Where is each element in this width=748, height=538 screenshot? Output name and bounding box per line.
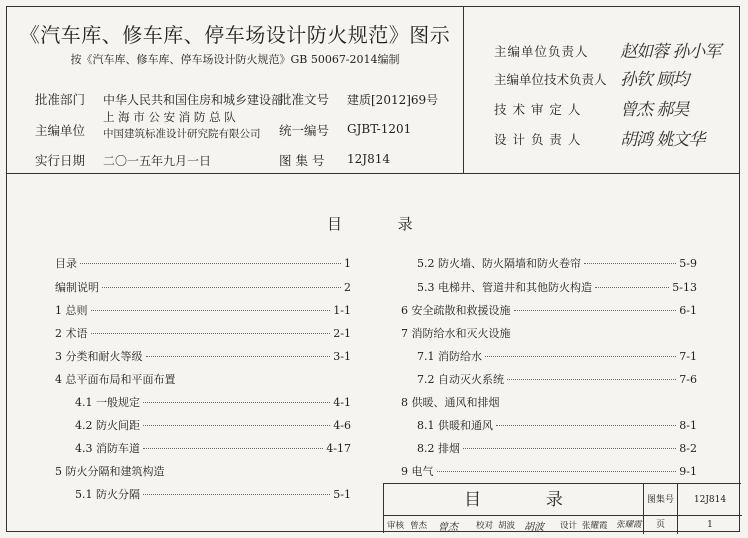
toc-leader-dots bbox=[437, 471, 677, 472]
toc-leader-dots bbox=[595, 287, 669, 288]
toc-item-page: 7-1 bbox=[679, 350, 697, 363]
toc-leader-dots bbox=[146, 356, 331, 357]
handwritten-signature: 胡鸿 姚文华 bbox=[620, 130, 705, 150]
toc-item-label: 8.2 排烟 bbox=[417, 442, 460, 455]
atlas-no-cell-value: 12J814 bbox=[678, 484, 742, 516]
toc-item[interactable] bbox=[75, 440, 351, 456]
toc-item-label: 5 防火分隔和建筑构造 bbox=[55, 465, 165, 478]
document-title: 《汽车库、修车库、停车场设计防火规范》图示 bbox=[19, 23, 451, 47]
toc-item-page: 9-1 bbox=[679, 465, 697, 478]
editor-label: 主编单位 bbox=[35, 123, 86, 138]
toc-item-label: 编制说明 bbox=[55, 281, 99, 294]
approval-dept-label: 批准部门 bbox=[35, 92, 86, 107]
toc-title bbox=[327, 213, 413, 234]
toc-item[interactable] bbox=[55, 255, 351, 271]
effective-date-label: 实行日期 bbox=[35, 153, 86, 168]
page-cell-label: 页 bbox=[644, 516, 678, 534]
toc-leader-dots bbox=[102, 287, 341, 288]
title-block-char: 录 bbox=[545, 490, 563, 510]
unified-no-value: GJBT-1201 bbox=[347, 122, 412, 136]
toc-item-label: 9 电气 bbox=[401, 465, 434, 478]
toc-item-label: 7.2 自动灭火系统 bbox=[417, 373, 504, 386]
responsible-label: 主编单位技术负责人 bbox=[494, 72, 607, 87]
title-block-main bbox=[384, 484, 644, 516]
toc-item[interactable] bbox=[75, 486, 351, 502]
toc-leader-dots bbox=[91, 333, 331, 334]
toc-item[interactable] bbox=[401, 463, 697, 479]
toc-item-page: 1 bbox=[344, 257, 351, 270]
design-name: 张耀霞 bbox=[582, 521, 608, 531]
toc-item[interactable] bbox=[75, 417, 351, 433]
responsible-label: 技 术 审 定 人 bbox=[494, 102, 582, 117]
atlas-no-cell-label: 图集号 bbox=[644, 484, 678, 516]
toc-item-page: 5-1 bbox=[333, 488, 351, 501]
approval-doc-value: 建质[2012]69号 bbox=[347, 93, 439, 107]
toc-leader-dots bbox=[584, 263, 676, 264]
toc-item-label: 5.1 防火分隔 bbox=[75, 488, 140, 501]
unified-no-label: 统一编号 bbox=[279, 123, 330, 138]
toc-item-label: 4 总平面布局和平面布置 bbox=[55, 373, 176, 386]
effective-date-value: 二〇一五年九月一日 bbox=[103, 154, 212, 168]
toc-item-label: 8.1 供暖和通风 bbox=[417, 419, 493, 432]
check-signature: 胡波 bbox=[524, 522, 544, 533]
check-name: 胡波 bbox=[498, 521, 516, 531]
toc-item[interactable] bbox=[55, 325, 351, 341]
toc-leader-dots bbox=[91, 310, 331, 311]
toc-leader-dots bbox=[143, 494, 330, 495]
toc-item-page: 8-2 bbox=[679, 442, 697, 455]
review-signature: 曾杰 bbox=[438, 522, 458, 533]
toc-item[interactable] bbox=[417, 440, 697, 456]
toc-item[interactable] bbox=[55, 348, 351, 364]
handwritten-signature: 孙钦 顾均 bbox=[620, 70, 689, 90]
toc-section-heading[interactable] bbox=[401, 325, 697, 341]
toc-item-page: 4-1 bbox=[333, 396, 351, 409]
toc-leader-dots bbox=[496, 425, 676, 426]
title-block-char: 目 bbox=[464, 490, 482, 510]
toc-item-label: 目录 bbox=[55, 257, 77, 270]
toc-item-label: 1 总则 bbox=[55, 304, 88, 317]
approval-dept-value: 中华人民共和国住房和城乡建设部 bbox=[103, 93, 284, 107]
toc-item[interactable] bbox=[417, 279, 697, 295]
toc-item-label: 3 分类和耐火等级 bbox=[55, 350, 143, 363]
toc-leader-dots bbox=[485, 356, 676, 357]
toc-item[interactable] bbox=[75, 394, 351, 410]
toc-item-page: 5-9 bbox=[679, 257, 697, 270]
toc-item-label: 4.3 消防车道 bbox=[75, 442, 140, 455]
toc-item-label: 4.2 防火间距 bbox=[75, 419, 140, 432]
toc-item-page: 5-13 bbox=[672, 281, 697, 294]
responsible-label: 主编单位负责人 bbox=[494, 44, 589, 59]
editor-value-line1: 上 海 市 公 安 消 防 总 队 bbox=[103, 110, 236, 124]
toc-item-page: 2-1 bbox=[333, 327, 351, 340]
toc-leader-dots bbox=[80, 263, 341, 264]
toc-leader-dots bbox=[143, 402, 330, 403]
toc-item[interactable] bbox=[55, 302, 351, 318]
toc-item[interactable] bbox=[417, 417, 697, 433]
toc-item-label: 6 安全疏散和救援设施 bbox=[401, 304, 511, 317]
review-label: 审核 bbox=[387, 521, 405, 531]
responsible-persons bbox=[463, 7, 739, 173]
header-block bbox=[7, 7, 739, 174]
toc-item-page: 6-1 bbox=[679, 304, 697, 317]
toc-leader-dots bbox=[507, 379, 676, 380]
document-subtitle: 按《汽车库、修车库、停车场设计防火规范》GB 50067-2014编制 bbox=[70, 53, 400, 66]
responsible-row bbox=[494, 41, 721, 63]
toc-item-label: 7 消防给水和灭火设施 bbox=[401, 327, 511, 340]
atlas-no-value: 12J814 bbox=[347, 152, 390, 166]
header-left bbox=[7, 7, 463, 173]
review-name: 曾杰 bbox=[410, 521, 428, 531]
toc-leader-dots bbox=[514, 310, 677, 311]
toc-item-label: 8 供暖、通风和排烟 bbox=[401, 396, 500, 409]
responsible-row bbox=[494, 69, 689, 91]
toc-item[interactable] bbox=[417, 371, 697, 387]
toc-section-heading[interactable] bbox=[55, 463, 351, 479]
toc-title-char: 目 bbox=[327, 215, 343, 233]
toc-leader-dots bbox=[143, 448, 323, 449]
responsible-row bbox=[494, 129, 705, 151]
toc-section-heading[interactable] bbox=[55, 371, 351, 387]
toc-item-page: 8-1 bbox=[679, 419, 697, 432]
page-cell-value: 1 bbox=[707, 520, 713, 530]
drawing-sheet bbox=[6, 6, 740, 532]
toc-item-page: 4-6 bbox=[333, 419, 351, 432]
design-label: 设计 bbox=[560, 521, 578, 531]
toc-item[interactable] bbox=[417, 255, 697, 271]
toc-item-label: 2 术语 bbox=[55, 327, 88, 340]
toc-item-page: 2 bbox=[344, 281, 351, 294]
toc-item-label: 4.1 一般规定 bbox=[75, 396, 140, 409]
editor-value-line2: 中国建筑标准设计研究院有限公司 bbox=[103, 128, 261, 140]
toc-item-label: 7.1 消防给水 bbox=[417, 350, 482, 363]
toc-item[interactable] bbox=[401, 302, 697, 318]
handwritten-signature: 赵如蓉 孙小军 bbox=[620, 42, 721, 62]
toc-item-page: 7-6 bbox=[679, 373, 697, 386]
toc-leader-dots bbox=[143, 425, 330, 426]
design-signature: 张耀霞 bbox=[616, 520, 642, 530]
approval-doc-label: 批准文号 bbox=[279, 92, 330, 107]
atlas-no-label: 图 集 号 bbox=[279, 153, 325, 168]
signoff-row bbox=[384, 516, 644, 534]
toc-item-label: 5.2 防火墙、防火隔墙和防火卷帘 bbox=[417, 257, 581, 270]
responsible-row bbox=[494, 99, 689, 121]
toc-item[interactable] bbox=[55, 279, 351, 295]
toc-item-page: 1-1 bbox=[333, 304, 351, 317]
toc-leader-dots bbox=[463, 448, 676, 449]
toc-item-label: 5.3 电梯井、管道井和其他防火构造 bbox=[417, 281, 592, 294]
handwritten-signature: 曾杰 郝昊 bbox=[620, 100, 689, 120]
responsible-label: 设 计 负 责 人 bbox=[494, 132, 582, 147]
toc-title-char: 录 bbox=[397, 215, 413, 233]
toc-section-heading[interactable] bbox=[401, 394, 697, 410]
title-block bbox=[383, 483, 741, 533]
toc-item-page: 3-1 bbox=[333, 350, 351, 363]
toc-item[interactable] bbox=[417, 348, 697, 364]
toc-item-page: 4-17 bbox=[326, 442, 351, 455]
check-label: 校对 bbox=[476, 521, 494, 531]
